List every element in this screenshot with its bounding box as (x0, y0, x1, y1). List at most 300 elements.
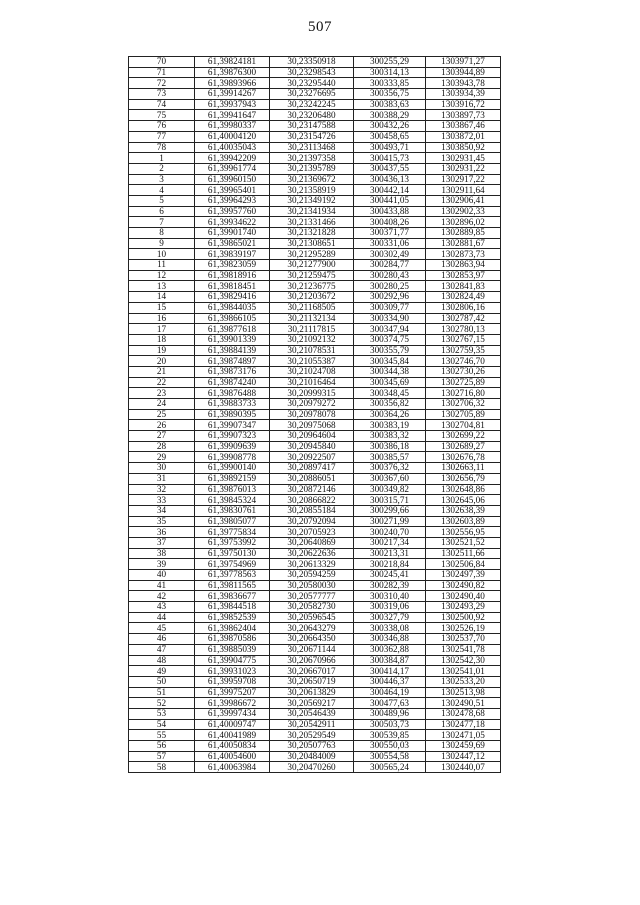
longitude-cell: 30,20670966 (270, 655, 354, 666)
x-coordinate-cell: 300383,32 (354, 431, 426, 442)
latitude-cell: 61,39876013 (195, 484, 270, 495)
table-row (129, 57, 501, 68)
longitude-cell: 30,23154726 (270, 131, 354, 142)
point-number-cell: 12 (129, 270, 195, 281)
y-coordinate-cell: 1302493,29 (426, 602, 501, 613)
y-coordinate-cell: 1302931,22 (426, 163, 501, 174)
x-coordinate-cell: 300338,08 (354, 623, 426, 634)
point-number-cell: 26 (129, 420, 195, 431)
y-coordinate-cell: 1302853,97 (426, 270, 501, 281)
point-number-cell: 33 (129, 495, 195, 506)
point-number-cell: 6 (129, 206, 195, 217)
y-coordinate-cell: 1302511,66 (426, 548, 501, 559)
x-coordinate-cell: 300433,88 (354, 206, 426, 217)
y-coordinate-cell: 1302716,80 (426, 388, 501, 399)
latitude-cell: 61,39844518 (195, 602, 270, 613)
latitude-cell: 61,39862404 (195, 623, 270, 634)
y-coordinate-cell: 1303872,01 (426, 131, 501, 142)
table-row (129, 602, 501, 613)
point-number-cell: 11 (129, 260, 195, 271)
point-number-cell: 7 (129, 217, 195, 228)
x-coordinate-cell: 300383,63 (354, 99, 426, 110)
point-number-cell: 15 (129, 302, 195, 313)
point-number-cell: 75 (129, 110, 195, 121)
point-number-cell: 44 (129, 612, 195, 623)
longitude-cell: 30,20671144 (270, 644, 354, 655)
latitude-cell: 61,39754969 (195, 559, 270, 570)
table-row (129, 153, 501, 164)
y-coordinate-cell: 1302663,11 (426, 463, 501, 474)
table-row (129, 484, 501, 495)
latitude-cell: 61,39805077 (195, 516, 270, 527)
table-row (129, 495, 501, 506)
x-coordinate-cell: 300280,43 (354, 270, 426, 281)
point-number-cell: 53 (129, 708, 195, 719)
longitude-cell: 30,21078531 (270, 345, 354, 356)
y-coordinate-cell: 1302931,45 (426, 153, 501, 164)
longitude-cell: 30,20542911 (270, 719, 354, 730)
point-number-cell: 40 (129, 570, 195, 581)
y-coordinate-cell: 1302471,05 (426, 730, 501, 741)
latitude-cell: 61,39874240 (195, 377, 270, 388)
longitude-cell: 30,23276695 (270, 89, 354, 100)
x-coordinate-cell: 300271,99 (354, 516, 426, 527)
longitude-cell: 30,20643279 (270, 623, 354, 634)
latitude-cell: 61,39750130 (195, 548, 270, 559)
y-coordinate-cell: 1302699,22 (426, 431, 501, 442)
table-row (129, 228, 501, 239)
latitude-cell: 61,40004120 (195, 131, 270, 142)
longitude-cell: 30,21331466 (270, 217, 354, 228)
table-row (129, 570, 501, 581)
y-coordinate-cell: 1302526,19 (426, 623, 501, 634)
x-coordinate-cell: 300345,84 (354, 356, 426, 367)
y-coordinate-cell: 1302917,22 (426, 174, 501, 185)
y-coordinate-cell: 1302500,92 (426, 612, 501, 623)
point-number-cell: 17 (129, 324, 195, 335)
longitude-cell: 30,20872146 (270, 484, 354, 495)
latitude-cell: 61,39961774 (195, 163, 270, 174)
latitude-cell: 61,39811565 (195, 580, 270, 591)
table-row (129, 377, 501, 388)
point-number-cell: 57 (129, 751, 195, 762)
x-coordinate-cell: 300554,58 (354, 751, 426, 762)
table-row (129, 527, 501, 538)
point-number-cell: 73 (129, 89, 195, 100)
point-number-cell: 20 (129, 356, 195, 367)
latitude-cell: 61,39893966 (195, 78, 270, 89)
point-number-cell: 1 (129, 153, 195, 164)
latitude-cell: 61,39753992 (195, 537, 270, 548)
table-row (129, 270, 501, 281)
point-number-cell: 19 (129, 345, 195, 356)
x-coordinate-cell: 300319,06 (354, 602, 426, 613)
y-coordinate-cell: 1302645,06 (426, 495, 501, 506)
table-row (129, 463, 501, 474)
x-coordinate-cell: 300437,55 (354, 163, 426, 174)
latitude-cell: 61,39964293 (195, 195, 270, 206)
longitude-cell: 30,21395789 (270, 163, 354, 174)
longitude-cell: 30,21168505 (270, 302, 354, 313)
latitude-cell: 61,40009747 (195, 719, 270, 730)
y-coordinate-cell: 1303867,46 (426, 121, 501, 132)
x-coordinate-cell: 300362,88 (354, 644, 426, 655)
x-coordinate-cell: 300334,90 (354, 313, 426, 324)
latitude-cell: 61,39914267 (195, 89, 270, 100)
longitude-cell: 30,20667017 (270, 666, 354, 677)
y-coordinate-cell: 1302440,07 (426, 762, 501, 773)
y-coordinate-cell: 1302497,39 (426, 570, 501, 581)
longitude-cell: 30,23242245 (270, 99, 354, 110)
longitude-cell: 30,20975068 (270, 420, 354, 431)
latitude-cell: 61,39844035 (195, 302, 270, 313)
latitude-cell: 61,39908778 (195, 452, 270, 463)
latitude-cell: 61,39942209 (195, 153, 270, 164)
latitude-cell: 61,39870586 (195, 634, 270, 645)
table-row (129, 687, 501, 698)
x-coordinate-cell: 300284,77 (354, 260, 426, 271)
longitude-cell: 30,21397358 (270, 153, 354, 164)
coordinates-table-body (129, 57, 501, 773)
latitude-cell: 61,39885039 (195, 644, 270, 655)
x-coordinate-cell: 300333,85 (354, 78, 426, 89)
table-row (129, 537, 501, 548)
latitude-cell: 61,39909639 (195, 441, 270, 452)
table-row (129, 206, 501, 217)
longitude-cell: 30,21341934 (270, 206, 354, 217)
latitude-cell: 61,39845324 (195, 495, 270, 506)
table-row (129, 698, 501, 709)
x-coordinate-cell: 300408,26 (354, 217, 426, 228)
point-number-cell: 38 (129, 548, 195, 559)
point-number-cell: 46 (129, 634, 195, 645)
longitude-cell: 30,20640869 (270, 537, 354, 548)
table-row (129, 441, 501, 452)
point-number-cell: 13 (129, 281, 195, 292)
x-coordinate-cell: 300489,96 (354, 708, 426, 719)
table-row (129, 580, 501, 591)
y-coordinate-cell: 1302521,52 (426, 537, 501, 548)
table-row (129, 741, 501, 752)
x-coordinate-cell: 300383,19 (354, 420, 426, 431)
y-coordinate-cell: 1302787,42 (426, 313, 501, 324)
point-number-cell: 14 (129, 292, 195, 303)
longitude-cell: 30,20855184 (270, 505, 354, 516)
x-coordinate-cell: 300414,17 (354, 666, 426, 677)
point-number-cell: 47 (129, 644, 195, 655)
longitude-cell: 30,20650719 (270, 676, 354, 687)
y-coordinate-cell: 1302841,83 (426, 281, 501, 292)
y-coordinate-cell: 1302896,02 (426, 217, 501, 228)
longitude-cell: 30,20922507 (270, 452, 354, 463)
table-row (129, 559, 501, 570)
latitude-cell: 61,39884139 (195, 345, 270, 356)
table-row (129, 302, 501, 313)
y-coordinate-cell: 1302706,32 (426, 399, 501, 410)
x-coordinate-cell: 300388,29 (354, 110, 426, 121)
latitude-cell: 61,39890395 (195, 409, 270, 420)
y-coordinate-cell: 1303944,89 (426, 67, 501, 78)
y-coordinate-cell: 1302824,49 (426, 292, 501, 303)
table-row (129, 505, 501, 516)
x-coordinate-cell: 300217,34 (354, 537, 426, 548)
x-coordinate-cell: 300280,25 (354, 281, 426, 292)
point-number-cell: 36 (129, 527, 195, 538)
x-coordinate-cell: 300367,60 (354, 473, 426, 484)
x-coordinate-cell: 300371,77 (354, 228, 426, 239)
point-number-cell: 34 (129, 505, 195, 516)
latitude-cell: 61,39997434 (195, 708, 270, 719)
latitude-cell: 61,39876488 (195, 388, 270, 399)
x-coordinate-cell: 300441,05 (354, 195, 426, 206)
point-number-cell: 71 (129, 67, 195, 78)
table-row (129, 634, 501, 645)
y-coordinate-cell: 1302906,41 (426, 195, 501, 206)
x-coordinate-cell: 300282,39 (354, 580, 426, 591)
x-coordinate-cell: 300539,85 (354, 730, 426, 741)
longitude-cell: 30,20979272 (270, 399, 354, 410)
table-row (129, 324, 501, 335)
latitude-cell: 61,39876300 (195, 67, 270, 78)
table-row (129, 110, 501, 121)
longitude-cell: 30,23206480 (270, 110, 354, 121)
point-number-cell: 77 (129, 131, 195, 142)
y-coordinate-cell: 1302541,01 (426, 666, 501, 677)
x-coordinate-cell: 300374,75 (354, 334, 426, 345)
y-coordinate-cell: 1302656,79 (426, 473, 501, 484)
table-row (129, 666, 501, 677)
y-coordinate-cell: 1302542,30 (426, 655, 501, 666)
y-coordinate-cell: 1302889,85 (426, 228, 501, 239)
longitude-cell: 30,20613329 (270, 559, 354, 570)
x-coordinate-cell: 300464,19 (354, 687, 426, 698)
latitude-cell: 61,39830761 (195, 505, 270, 516)
latitude-cell: 61,39934622 (195, 217, 270, 228)
table-row (129, 185, 501, 196)
x-coordinate-cell: 300550,03 (354, 741, 426, 752)
x-coordinate-cell: 300386,18 (354, 441, 426, 452)
point-number-cell: 58 (129, 762, 195, 773)
longitude-cell: 30,20594259 (270, 570, 354, 581)
point-number-cell: 52 (129, 698, 195, 709)
latitude-cell: 61,39986672 (195, 698, 270, 709)
x-coordinate-cell: 300299,66 (354, 505, 426, 516)
table-row (129, 195, 501, 206)
table-row (129, 99, 501, 110)
y-coordinate-cell: 1302746,70 (426, 356, 501, 367)
longitude-cell: 30,21055387 (270, 356, 354, 367)
table-row (129, 409, 501, 420)
point-number-cell: 31 (129, 473, 195, 484)
y-coordinate-cell: 1302806,16 (426, 302, 501, 313)
y-coordinate-cell: 1303897,73 (426, 110, 501, 121)
point-number-cell: 51 (129, 687, 195, 698)
point-number-cell: 35 (129, 516, 195, 527)
point-number-cell: 21 (129, 366, 195, 377)
longitude-cell: 30,21295289 (270, 249, 354, 260)
longitude-cell: 30,21358919 (270, 185, 354, 196)
x-coordinate-cell: 300415,73 (354, 153, 426, 164)
table-row (129, 163, 501, 174)
point-number-cell: 78 (129, 142, 195, 153)
x-coordinate-cell: 300302,49 (354, 249, 426, 260)
point-number-cell: 45 (129, 623, 195, 634)
table-row (129, 334, 501, 345)
table-row (129, 67, 501, 78)
table-row (129, 356, 501, 367)
longitude-cell: 30,20484009 (270, 751, 354, 762)
longitude-cell: 30,20470260 (270, 762, 354, 773)
longitude-cell: 30,20886051 (270, 473, 354, 484)
y-coordinate-cell: 1303916,72 (426, 99, 501, 110)
latitude-cell: 61,39829416 (195, 292, 270, 303)
table-row (129, 292, 501, 303)
y-coordinate-cell: 1303934,39 (426, 89, 501, 100)
longitude-cell: 30,21321828 (270, 228, 354, 239)
table-row (129, 719, 501, 730)
latitude-cell: 61,39775834 (195, 527, 270, 538)
latitude-cell: 61,40063984 (195, 762, 270, 773)
x-coordinate-cell: 300442,14 (354, 185, 426, 196)
longitude-cell: 30,20978078 (270, 409, 354, 420)
longitude-cell: 30,20945840 (270, 441, 354, 452)
point-number-cell: 41 (129, 580, 195, 591)
point-number-cell: 16 (129, 313, 195, 324)
point-number-cell: 9 (129, 238, 195, 249)
y-coordinate-cell: 1302513,98 (426, 687, 501, 698)
latitude-cell: 61,39836677 (195, 591, 270, 602)
point-number-cell: 42 (129, 591, 195, 602)
longitude-cell: 30,21259475 (270, 270, 354, 281)
point-number-cell: 54 (129, 719, 195, 730)
longitude-cell: 30,20529549 (270, 730, 354, 741)
point-number-cell: 29 (129, 452, 195, 463)
table-row (129, 612, 501, 623)
y-coordinate-cell: 1302759,35 (426, 345, 501, 356)
x-coordinate-cell: 300503,73 (354, 719, 426, 730)
x-coordinate-cell: 300432,26 (354, 121, 426, 132)
point-number-cell: 37 (129, 537, 195, 548)
table-row (129, 366, 501, 377)
latitude-cell: 61,39960150 (195, 174, 270, 185)
y-coordinate-cell: 1302506,84 (426, 559, 501, 570)
table-row (129, 548, 501, 559)
longitude-cell: 30,21092132 (270, 334, 354, 345)
latitude-cell: 61,39941647 (195, 110, 270, 121)
point-number-cell: 49 (129, 666, 195, 677)
x-coordinate-cell: 300349,82 (354, 484, 426, 495)
longitude-cell: 30,23350918 (270, 57, 354, 68)
table-row (129, 249, 501, 260)
table-row (129, 420, 501, 431)
x-coordinate-cell: 300310,40 (354, 591, 426, 602)
longitude-cell: 30,21236775 (270, 281, 354, 292)
x-coordinate-cell: 300331,06 (354, 238, 426, 249)
y-coordinate-cell: 1302490,51 (426, 698, 501, 709)
x-coordinate-cell: 300477,63 (354, 698, 426, 709)
point-number-cell: 39 (129, 559, 195, 570)
point-number-cell: 76 (129, 121, 195, 132)
latitude-cell: 61,39975207 (195, 687, 270, 698)
point-number-cell: 2 (129, 163, 195, 174)
x-coordinate-cell: 300356,82 (354, 399, 426, 410)
table-row (129, 644, 501, 655)
y-coordinate-cell: 1302863,94 (426, 260, 501, 271)
x-coordinate-cell: 300218,84 (354, 559, 426, 570)
x-coordinate-cell: 300240,70 (354, 527, 426, 538)
coordinates-table (128, 56, 501, 773)
point-number-cell: 22 (129, 377, 195, 388)
longitude-cell: 30,21349192 (270, 195, 354, 206)
table-row (129, 121, 501, 132)
y-coordinate-cell: 1302478,68 (426, 708, 501, 719)
longitude-cell: 30,20613829 (270, 687, 354, 698)
table-row (129, 174, 501, 185)
table-row (129, 623, 501, 634)
y-coordinate-cell: 1302477,18 (426, 719, 501, 730)
point-number-cell: 50 (129, 676, 195, 687)
latitude-cell: 61,39839197 (195, 249, 270, 260)
latitude-cell: 61,39874897 (195, 356, 270, 367)
x-coordinate-cell: 300347,94 (354, 324, 426, 335)
latitude-cell: 61,40054600 (195, 751, 270, 762)
table-row (129, 142, 501, 153)
longitude-cell: 30,20582730 (270, 602, 354, 613)
y-coordinate-cell: 1302490,82 (426, 580, 501, 591)
longitude-cell: 30,21277900 (270, 260, 354, 271)
table-row (129, 281, 501, 292)
y-coordinate-cell: 1302767,15 (426, 334, 501, 345)
point-number-cell: 25 (129, 409, 195, 420)
latitude-cell: 61,39865021 (195, 238, 270, 249)
longitude-cell: 30,20569217 (270, 698, 354, 709)
table-row (129, 676, 501, 687)
longitude-cell: 30,23295440 (270, 78, 354, 89)
x-coordinate-cell: 300436,13 (354, 174, 426, 185)
longitude-cell: 30,21308651 (270, 238, 354, 249)
latitude-cell: 61,39900140 (195, 463, 270, 474)
y-coordinate-cell: 1302638,39 (426, 505, 501, 516)
y-coordinate-cell: 1302603,89 (426, 516, 501, 527)
y-coordinate-cell: 1302490,40 (426, 591, 501, 602)
table-row (129, 431, 501, 442)
latitude-cell: 61,39907347 (195, 420, 270, 431)
longitude-cell: 30,23147588 (270, 121, 354, 132)
table-row (129, 131, 501, 142)
y-coordinate-cell: 1302648,86 (426, 484, 501, 495)
table-row (129, 762, 501, 773)
point-number-cell: 27 (129, 431, 195, 442)
x-coordinate-cell: 300245,41 (354, 570, 426, 581)
x-coordinate-cell: 300493,71 (354, 142, 426, 153)
table-row (129, 473, 501, 484)
x-coordinate-cell: 300255,29 (354, 57, 426, 68)
table-row (129, 78, 501, 89)
latitude-cell: 61,40041989 (195, 730, 270, 741)
point-number-cell: 48 (129, 655, 195, 666)
longitude-cell: 30,23298543 (270, 67, 354, 78)
latitude-cell: 61,39883733 (195, 399, 270, 410)
y-coordinate-cell: 1302556,95 (426, 527, 501, 538)
x-coordinate-cell: 300213,31 (354, 548, 426, 559)
table-row (129, 238, 501, 249)
latitude-cell: 61,39824181 (195, 57, 270, 68)
latitude-cell: 61,39980337 (195, 121, 270, 132)
x-coordinate-cell: 300315,71 (354, 495, 426, 506)
x-coordinate-cell: 300446,37 (354, 676, 426, 687)
latitude-cell: 61,39901339 (195, 334, 270, 345)
table-row (129, 751, 501, 762)
